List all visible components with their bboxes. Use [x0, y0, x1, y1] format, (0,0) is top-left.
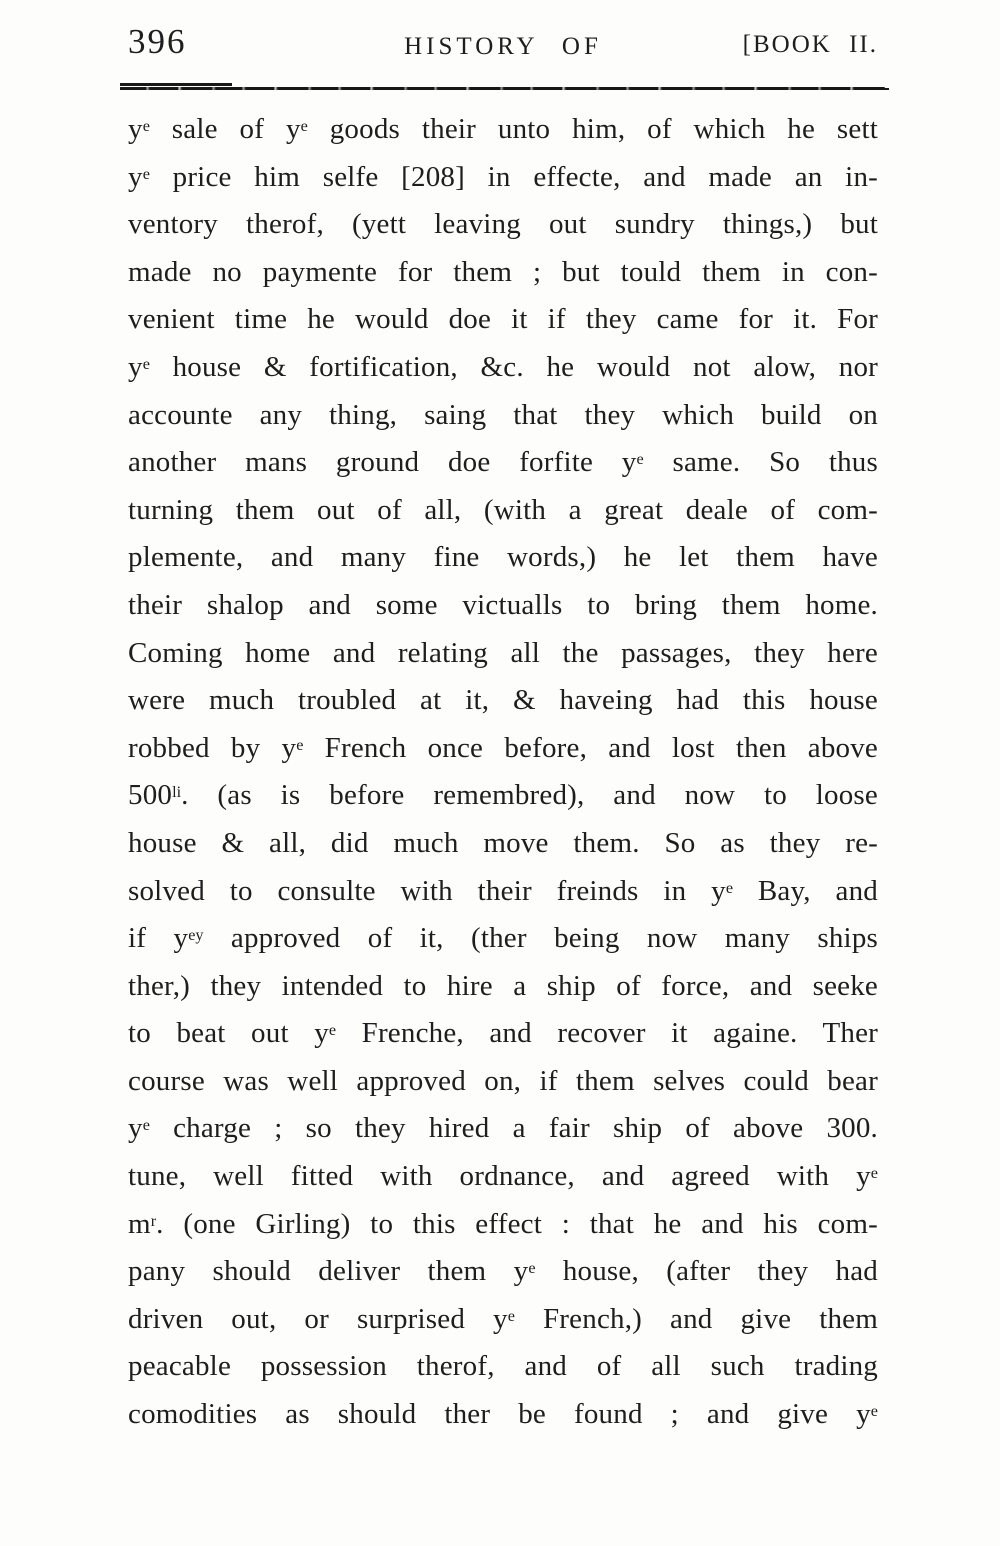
- superscript-abbreviation: e: [507, 1307, 515, 1326]
- page-number: 396: [128, 22, 187, 61]
- superscript-abbreviation: e: [870, 1402, 878, 1421]
- superscript-abbreviation: e: [300, 117, 308, 136]
- text-line: course was well approved on, if them selves could bear: [128, 1064, 878, 1097]
- text-line: ventory therof, (yett leaving out sundry things,) but: [128, 208, 878, 241]
- text-line: $y^e$ house & fortification, &c. he would not alow, nor: [128, 350, 878, 383]
- superscript-abbreviation: e: [328, 1021, 337, 1040]
- text-line: their shalop and some victualls to bring them home.: [128, 588, 878, 621]
- superscript-abbreviation: e: [725, 878, 734, 897]
- text-line: driven out, or surprised $y^e$ French,) and give them: [128, 1302, 878, 1335]
- text-line: $500^{li}$. (as is before remembred), and now to loose: [128, 779, 878, 812]
- book-label: [BOOK II.: [742, 31, 878, 58]
- superscript-abbreviation: e: [870, 1164, 878, 1183]
- text-line: turning them out of all, (with a great deale of com-: [128, 493, 878, 526]
- text-line: to beat out $y^e$ Frenche, and recover it againe. Ther: [128, 1017, 879, 1050]
- text-line: $y^e$ sale of $y^e$ goods their unto him, of which he sett: [128, 113, 878, 145]
- text-line: Coming home and relating all the passages, they here: [128, 636, 878, 669]
- text-line: tune, well fitted with ordnance, and agreed with $y^e$: [128, 1160, 878, 1193]
- superscript-abbreviation: e: [142, 1116, 150, 1135]
- text-line: if $y^{ey}$ approved of it, (ther being now many ships: [128, 922, 879, 955]
- header-rule: [120, 87, 885, 90]
- text-line: ther,) they intended to hire a ship of force, and seeke: [128, 969, 878, 1002]
- text-line: $y^e$ charge ; so they hired a fair ship of above 300.: [128, 1112, 878, 1145]
- running-header: [128, 22, 878, 68]
- running-title: HISTORY OF: [404, 33, 602, 60]
- superscript-abbreviation: e: [142, 117, 150, 136]
- superscript-abbreviation: e: [296, 735, 304, 754]
- body-text: [128, 106, 878, 1439]
- superscript-abbreviation: e: [142, 355, 150, 374]
- text-line: were much troubled at it, & haveing had this house: [128, 684, 878, 717]
- text-line: another mans ground doe forfite $y^e$ same. So thus: [128, 446, 878, 479]
- superscript-abbreviation: ey: [188, 926, 204, 945]
- superscript-abbreviation: li: [172, 783, 182, 802]
- text-line: solved to consulte with their freinds in $y^e$ Bay, and: [128, 874, 878, 907]
- text-line: pany should deliver them $y^e$ house, (after they had: [128, 1255, 878, 1288]
- text-line: $y^e$ price him selfe [208] in effecte, and made an in-: [128, 160, 878, 193]
- superscript-abbreviation: e: [636, 450, 644, 469]
- text-line: robbed by $y^e$ French once before, and lost then above: [128, 731, 878, 764]
- text-line: made no paymente for them ; but tould them in con-: [128, 255, 878, 288]
- text-line: $m^r$. (one Girling) to this effect : that he and his com-: [128, 1207, 878, 1240]
- text-line: peacable possession therof, and of all such trading: [128, 1350, 878, 1383]
- text-line: house & all, did much move them. So as they re-: [128, 826, 878, 859]
- text-line: comodities as should ther be found ; and give $y^e$: [128, 1398, 878, 1431]
- text-line: venient time he would doe it if they came for it. For: [128, 303, 878, 336]
- superscript-abbreviation: e: [142, 164, 150, 183]
- text-line: accounte any thing, saing that they which build on: [128, 398, 878, 431]
- superscript-abbreviation: e: [528, 1259, 536, 1278]
- superscript-abbreviation: r: [150, 1211, 157, 1230]
- text-line: plemente, and many fine words,) he let them have: [128, 541, 878, 574]
